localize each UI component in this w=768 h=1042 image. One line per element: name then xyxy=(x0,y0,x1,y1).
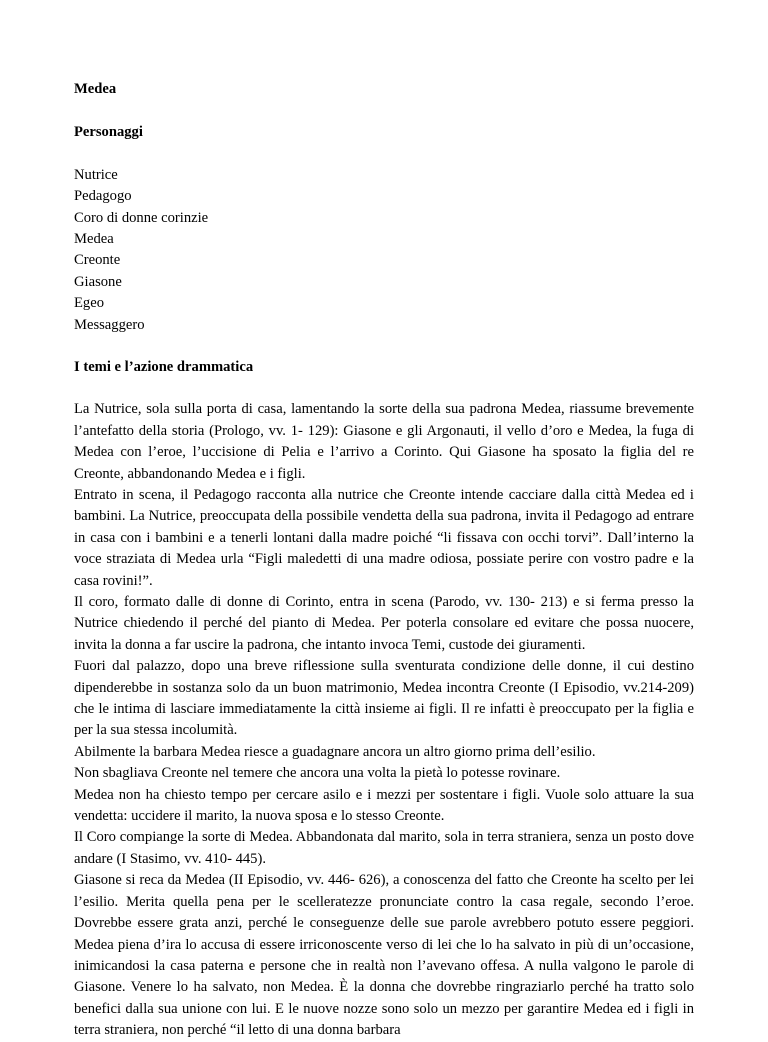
character-item: Giasone xyxy=(74,273,122,290)
paragraph: Entrato in scena, il Pedagogo racconta alla nutrice che Creonte intende cacciare dalla città Medea ed i bambini. La Nutrice, preoccupata della possibile vendetta della sua padrona, invita il Pedagogo ad entrare in casa con i bambini e a tenerli lontani dalla madre poiché “li fissava con occhi torvi”. Dall’interno la voce straziata di Medea urla “Figli maledetti di una madre odiosa, possiate perire con vostro padre e la casa rovini!”. xyxy=(74,486,694,589)
paragraph: Il coro, formato dalle di donne di Corinto, entra in scena (Parodo, vv. 130- 213) e si ferma presso la Nutrice chiedendo il perché del pianto di Medea. Per poterla consolare ed evitare che possa nuocere, invita la donna a far uscire la padrona, che intanto invoca Temi, custode dei giuramenti. xyxy=(74,594,694,653)
paragraph: Giasone si reca da Medea (II Episodio, vv. 446- 626), a conoscenza del fatto che Creonte ha scelto per lei l’esilio. Merita quella pena per le scelleratezze pronunciate contro la casa regale, secondo l’eroe. Dovrebbe essere grata anzi, perché le conseguenze delle sue parole avrebbero potuto essere peggiori. Medea piena d’ira lo accusa di essere irriconoscente verso di lei che lo ha salvato in più di un’occasione, inimicandosi la casa paterna e persone che in realtà non l’avevano offesa. A nulla valgono le parole di Giasone. Venere lo ha salvato, non Medea. È la donna che dovrebbe ringraziarlo perché ha tratto solo benefici dalla sua unione con lui. E le nuove nozze sono solo un mezzo per garantire Medea ed i figli in terra straniera, non perché “il letto di una donna barbara xyxy=(74,872,694,1039)
paragraph: Fuori dal palazzo, dopo una breve riflessione sulla sventurata condizione delle donne, il cui destino dipenderebbe in sostanza solo da un buon matrimonio, Medea incontra Creonte (I Episodio, vv.214-209) che le intima di lasciare immediatamente la città insieme ai figli. Il re infatti è preoccupato per la figlia e per la sua stessa incolumità. xyxy=(74,658,694,739)
document-title: Medea xyxy=(74,81,117,97)
themes-heading: I temi e l’azione drammatica xyxy=(74,358,254,375)
paragraph: Abilmente la barbara Medea riesce a guadagnare ancora un altro giorno prima dell’esilio. xyxy=(74,743,596,760)
character-item: Nutrice xyxy=(74,166,118,183)
paragraph: Il Coro compiange la sorte di Medea. Abbandonata dal marito, sola in terra straniera, senza un posto dove andare (I Stasimo, vv. 410- 445). xyxy=(74,829,694,867)
document-page xyxy=(74,79,694,1042)
paragraph: La Nutrice, sola sulla porta di casa, lamentando la sorte della sua padrona Medea, riassume brevemente l’antefatto della storia (Prologo, vv. 1- 129): Giasone e gli Argonauti, il vello d’oro e Medea, la fuga di Medea con l’eroe, l’uccisione di Pelia e l’arrivo a Corinto. Qui Giasone ha sposato la figlia del re Creonte, abbandonando Medea e i figli. xyxy=(74,401,694,482)
character-item: Medea xyxy=(74,230,114,247)
character-item: Pedagogo xyxy=(74,188,132,205)
characters-heading: Personaggi xyxy=(74,124,143,141)
characters-list xyxy=(74,165,694,336)
character-item: Creonte xyxy=(74,252,121,269)
body-text xyxy=(74,399,694,1041)
character-item: Coro di donne corinzie xyxy=(74,209,209,226)
paragraph: Medea non ha chiesto tempo per cercare asilo e i mezzi per sostentare i figli. Vuole solo attuare la sua vendetta: uccidere il marito, la nuova sposa e lo stesso Creonte. xyxy=(74,786,694,825)
character-item: Messaggero xyxy=(74,316,145,333)
paragraph: Non sbagliava Creonte nel temere che ancora una volta la pietà lo potesse rovinare. xyxy=(74,765,561,782)
character-item: Egeo xyxy=(74,295,104,312)
